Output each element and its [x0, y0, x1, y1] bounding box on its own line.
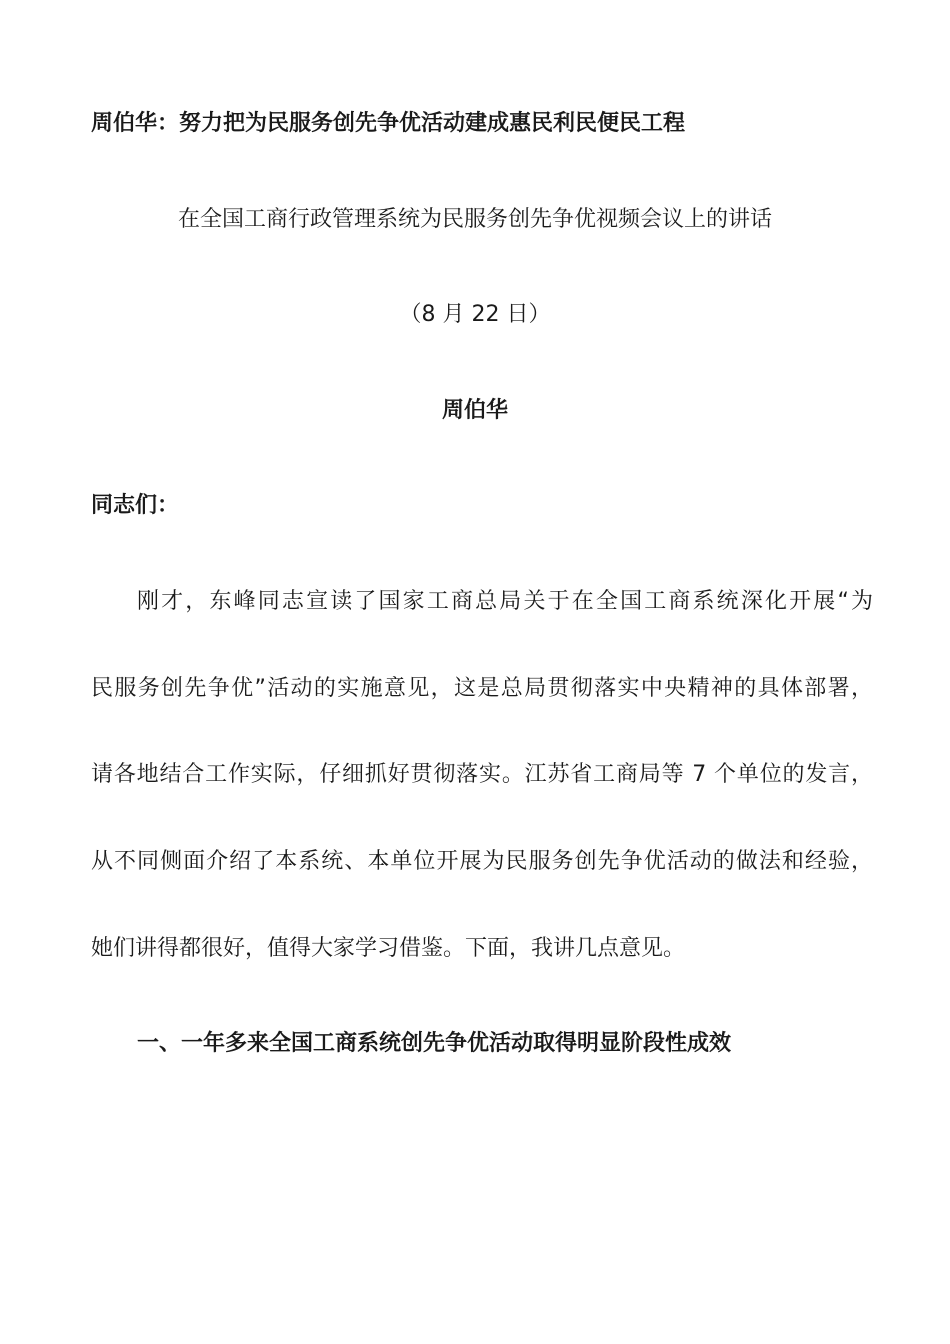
document-title: 周伯华：努力把为民服务创先争优活动建成惠民利民便民工程: [91, 111, 686, 136]
paragraph-line: 从不同侧面介绍了本系统、本单位开展为民服务创先争优活动的做法和经验，: [91, 849, 873, 874]
paragraph-line: 刚才，东峰同志宣读了国家工商总局关于在全国工商系统深化开展“为: [137, 589, 873, 614]
speech-date: （8 月 22 日）: [399, 302, 551, 327]
paragraph-line: 她们讲得都很好，值得大家学习借鉴。下面，我讲几点意见。: [91, 936, 686, 961]
paragraph-line: 请各地结合工作实际，仔细抓好贯彻落实。江苏省工商局等 7 个单位的发言，: [91, 762, 873, 787]
document-subtitle: 在全国工商行政管理系统为民服务创先争优视频会议上的讲话: [177, 207, 772, 232]
section-heading: 一、一年多来全国工商系统创先争优活动取得明显阶段性成效: [137, 1031, 732, 1056]
speaker-name: 周伯华: [441, 398, 508, 423]
salutation: 同志们：: [91, 493, 180, 518]
paragraph-line: 民服务创先争优”活动的实施意见，这是总局贯彻落实中央精神的具体部署，: [91, 676, 873, 701]
